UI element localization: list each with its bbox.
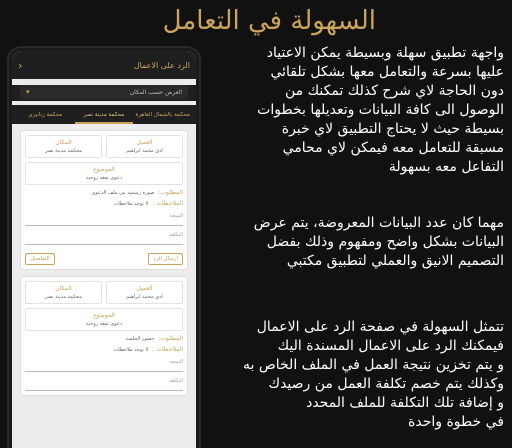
- phone-mockup: [7, 46, 201, 448]
- notes-label: الملاحظات :: [152, 200, 183, 207]
- app-bar: [12, 51, 196, 79]
- client-label: العميل: [136, 139, 153, 146]
- place-label: المكان: [55, 139, 72, 146]
- place-label: المكان: [55, 285, 72, 292]
- place-value: محكمة مدينة نصر: [45, 294, 82, 300]
- result-input[interactable]: النتيجة: [25, 213, 183, 226]
- client-value: ادي محمد ابراهيم: [126, 294, 163, 300]
- notes-row: [25, 346, 183, 353]
- place-value: محكمة مدينة نصر: [45, 148, 82, 154]
- required-label: المطلوب:: [158, 189, 183, 196]
- task-card: [20, 276, 188, 396]
- chevron-down-icon: ▾: [26, 88, 30, 96]
- client-value: ادي محمد ابراهيم: [126, 148, 163, 154]
- app-screen: [12, 51, 196, 448]
- client-cell: [106, 135, 183, 158]
- subject-box: [25, 308, 183, 331]
- tab-zananiri[interactable]: محكمة زنانيري: [28, 112, 63, 118]
- task-card: [20, 130, 188, 270]
- cost-input[interactable]: التكلفة: [25, 232, 183, 245]
- notes-value: لا توجد ملاحظات: [113, 200, 149, 207]
- app-title: الرد على الاعمال: [133, 60, 190, 70]
- notes-label: الملاحظات :: [152, 346, 183, 353]
- headline: السهولة في التعامل: [162, 6, 376, 36]
- paragraph-ease: واجهة تطبيق سهلة وبسيطة يمكن الاعتياد عليها بسرعة والتعامل معها بشكل تلقائي دون الحاجة لاي شرح كذلك تمكنك من الوصول الى كافة البيانات وتعديلها بخطوات بسيطة حيث لا يحتاج التطبيق لاي خبرة مسبقة للتعامل معه فيمكن لاي محامي التفاعل معه بسهولة: [257, 45, 504, 175]
- notes-value: لا توجد ملاحظات: [113, 346, 149, 353]
- required-label: المطلوب:: [158, 335, 183, 342]
- required-value: صورة رسمية من ملف الدعوى: [91, 189, 155, 196]
- place-cell: [25, 281, 102, 304]
- paragraph-data-display: مهما كان عدد البيانات المعروضة، يتم عرض البيانات بشكل واضح ومفهوم وذلك بفضل التصميم الانيق والعملي لتطبيق مكتبي: [253, 215, 504, 269]
- client-cell: [106, 281, 183, 304]
- cost-input[interactable]: التكلفة: [25, 378, 183, 391]
- required-row: [25, 189, 183, 196]
- card-actions: [25, 253, 183, 265]
- notes-row: [25, 200, 183, 207]
- send-reply-button[interactable]: ارسال الرد: [148, 253, 183, 265]
- client-label: العميل: [136, 285, 153, 292]
- result-input[interactable]: النتيجة: [25, 359, 183, 372]
- subject-label: الموضوع: [93, 312, 115, 319]
- subject-value: دعوى نفقة زوجية: [85, 175, 123, 181]
- subject-label: الموضوع: [93, 166, 115, 173]
- paragraph-reply: تتمثل السهولة في صفحة الرد على الاعمال فيمكنك الرد على الاعمال المسندة اليك و يتم تخزين نتيجة العمل في الملف الخاص به وكذلك يتم خصم تكلفة العمل من رصيدك و إضافة تلك التكلفة للملف المحدد في خطوة واحدة: [242, 319, 504, 430]
- required-value: حضور الجلسة: [125, 335, 155, 342]
- filter-label: العرض حسب المكان: [129, 88, 182, 96]
- filter-dropdown[interactable]: [20, 85, 188, 99]
- tab-north-cairo[interactable]: محكمة بالشمال القاهرة: [135, 112, 190, 118]
- tab-nasr-city[interactable]: محكمة مدينة نصر: [75, 109, 134, 124]
- subject-value: دعوى نفقة زوجية: [85, 321, 123, 327]
- tab-bar: [12, 105, 196, 124]
- back-arrow-icon[interactable]: ‹: [18, 58, 23, 72]
- subject-box: [25, 162, 183, 185]
- place-cell: [25, 135, 102, 158]
- details-button[interactable]: التفاصيل: [25, 253, 55, 265]
- required-row: [25, 335, 183, 342]
